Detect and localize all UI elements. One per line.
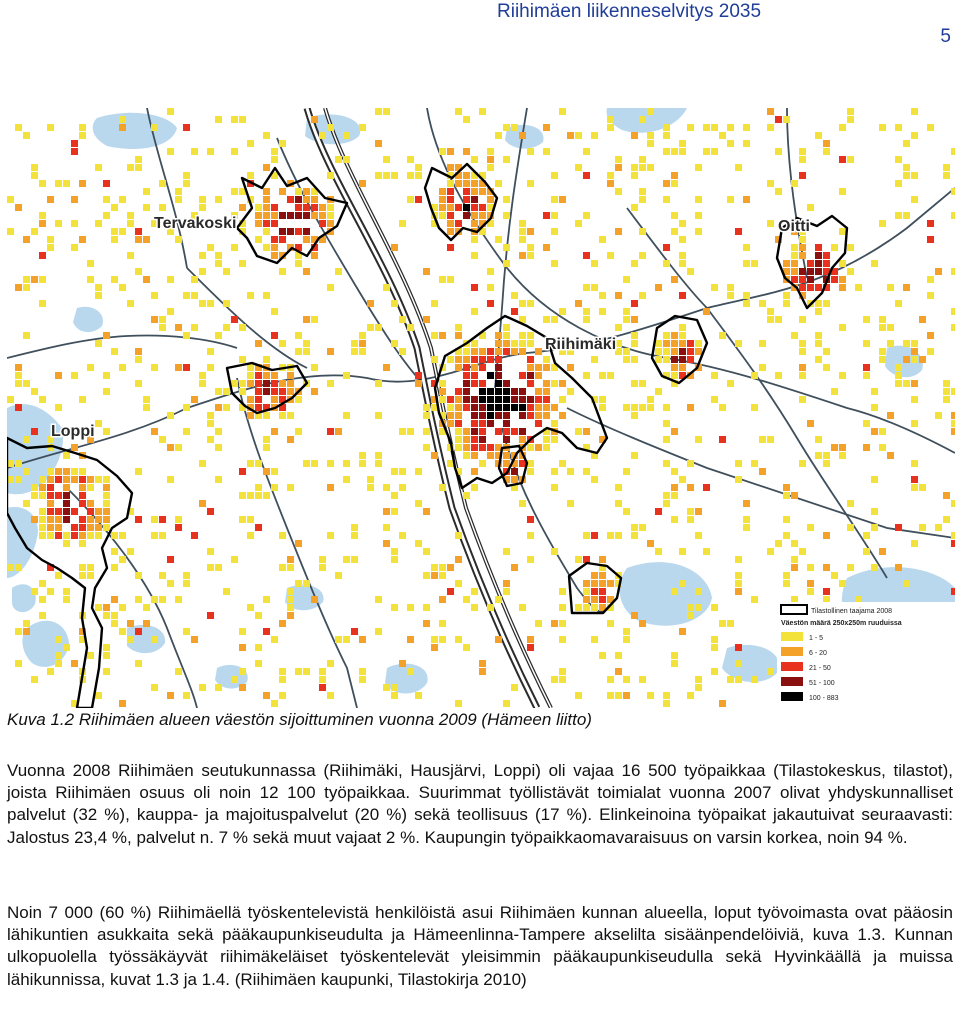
map-legend	[777, 602, 955, 708]
legend-swatch-5	[781, 692, 803, 701]
legend-urban-area-swatch	[781, 605, 807, 614]
legend-class-label-1: 1 - 5	[809, 635, 824, 642]
body-paragraph-2: Noin 7 000 (60 %) Riihimäellä työskentelevistä henkilöistä asui Riihimäen kunnan alueella, loput työvoimasta ovat pääosin lähikuntien asukkaita sekä pääkaupunkiseudulta ja Hämeenlinna-Tampere akselilta sisäänpendelöiviä, kuva 1.3. Kunnan ulkopuolella työssäkäyvät riihimäkeläiset työskentelevät yleisimmin pääkaupunkiseudulla sekä Hyvinkäällä ja muissa lähikunnissa, kuvat 1.3 ja 1.4. (Riihimäen kaupunki, Tilastokirja 2010)	[7, 903, 953, 989]
body-paragraph-1: Vuonna 2008 Riihimäen seutukunnassa (Riihimäki, Hausjärvi, Loppi) oli vajaa 16 500 työpaikkaa (Tilastokeskus, tilastot), joista Riihimäen osuus oli noin 12 100 työpaikkaa. Suurimmat työllistävät toimialat vuonna 2007 olivat yhdyskunnalliset palvelut (32 %), kauppa- ja majoituspalvelut (20 %) sekä teollisuus (17 %). Elinkeinoina työpaikat jakautuivat seuraavasti: Jalostus 23,4 %, palvelut n. 7 % sekä muut vajaat 2 %. Kaupungin työpaikkaomavaraisuus on varsin korkea, noin 94 %.	[7, 761, 953, 847]
place-label-oitti: Oitti	[778, 218, 810, 235]
legend-swatch-1	[781, 632, 803, 641]
legend-class-label-5: 100 - 883	[809, 695, 839, 702]
legend-title: Väestön määrä 250x250m ruuduissa	[781, 620, 902, 627]
legend-class-label-3: 21 - 50	[809, 665, 831, 672]
legend-swatch-4	[781, 677, 803, 686]
page-number: 5	[940, 26, 951, 47]
place-label-loppi: Loppi	[51, 423, 95, 440]
legend-class-label-2: 6 - 20	[809, 650, 827, 657]
place-label-riihimaki: Riihimäki	[545, 336, 617, 353]
legend-class-label-4: 51 - 100	[809, 680, 835, 687]
legend-urban-area-label: Tilastollinen taajama 2008	[811, 608, 893, 615]
figure-caption: Kuva 1.2 Riihimäen alueen väestön sijoittuminen vuonna 2009 (Hämeen liitto)	[7, 710, 592, 729]
population-map	[7, 108, 955, 708]
place-label-tervakoski: Tervakoski	[154, 215, 237, 232]
document-header-title: Riihimäen liikenneselvitys 2035	[497, 1, 762, 22]
legend-swatch-3	[781, 662, 803, 671]
legend-swatch-2	[781, 647, 803, 656]
